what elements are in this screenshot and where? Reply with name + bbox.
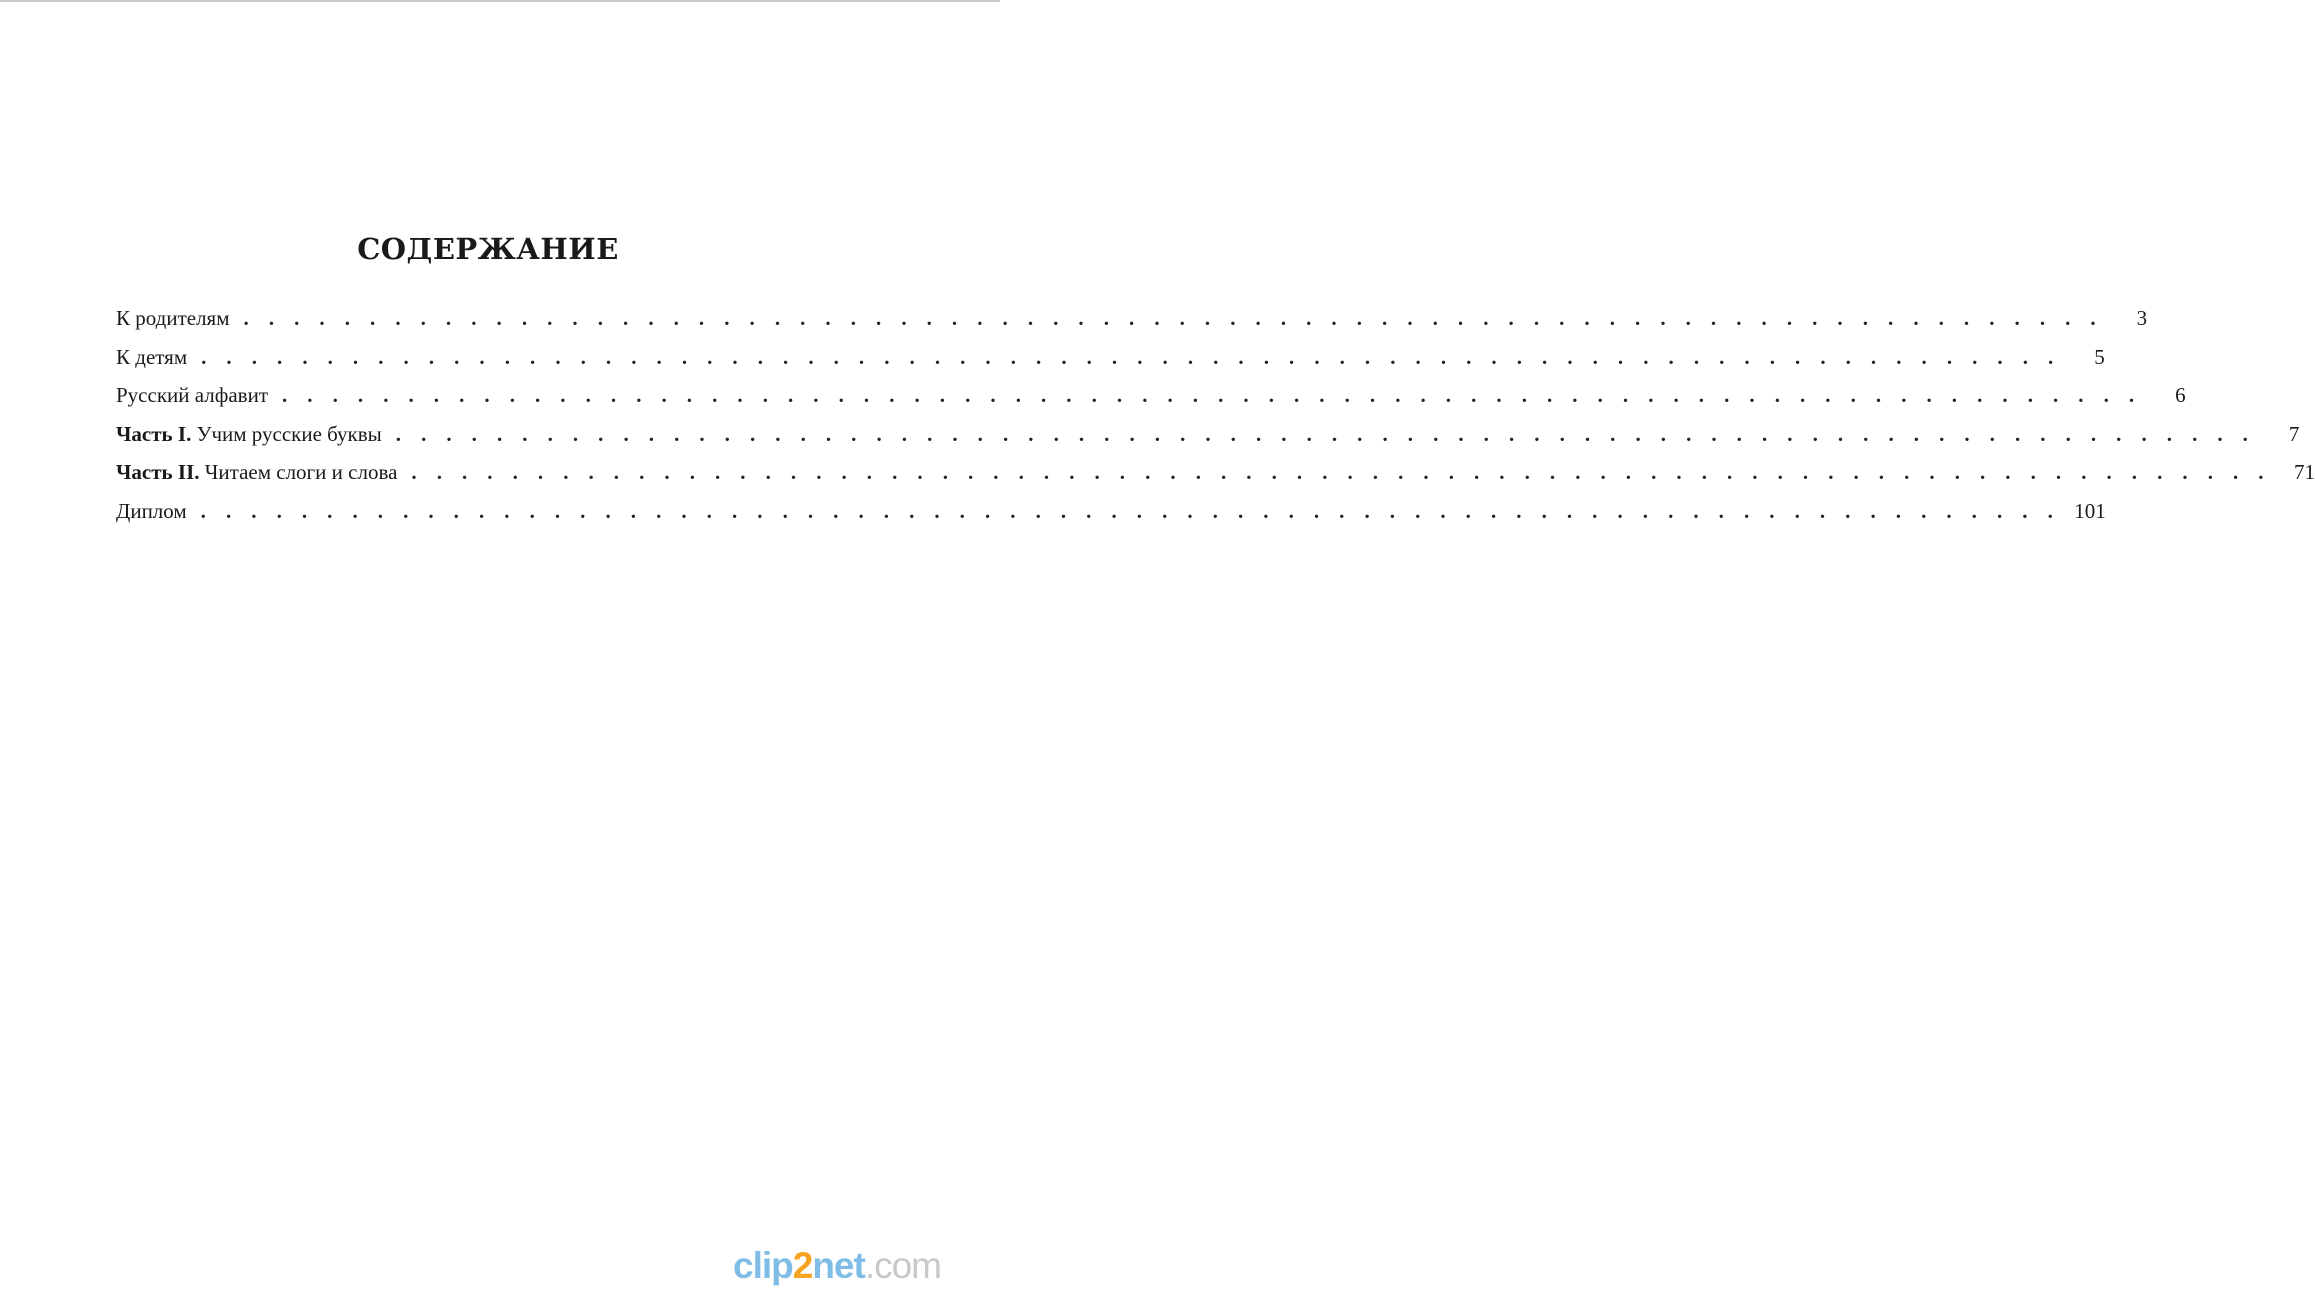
toc-entry-text: К детям (116, 344, 188, 369)
toc-page-number: 5 (2094, 344, 2105, 369)
toc-entry-text: Учим русские буквы (191, 421, 382, 446)
toc-entry-part-2[interactable] (116, 460, 2315, 499)
page-title: СОДЕРЖАНИЕ (357, 232, 619, 266)
toc-page-number: 7 (2288, 421, 2300, 446)
toc-page-number: 6 (2175, 383, 2186, 407)
toc-entry-diploma[interactable] (116, 498, 2106, 538)
dot-leader: . . . . . . . . . . . . . . . . . . . . . . . . . . . . . . . . . . . . . . . . . . . . . . . . . . . . . . . . . . . . . . . . . . . . . . . . . . (200, 498, 2061, 523)
toc-entry-label (116, 345, 187, 370)
watermark-clip: clip (733, 1245, 793, 1286)
toc-page-number: 3 (2136, 306, 2148, 330)
watermark-2: 2 (792, 1245, 813, 1286)
clip2net-watermark (733, 1245, 941, 1287)
page-top-border (0, 0, 1000, 2)
toc-entry-label (116, 422, 382, 447)
toc-page-number: 71 (2293, 460, 2315, 484)
toc-page-number: 101 (2074, 498, 2106, 523)
toc-entry-text: Диплом (116, 498, 187, 523)
toc-entry-label (116, 383, 268, 408)
toc-entry-part-1[interactable] (116, 421, 2300, 461)
toc-entry-prefix: Часть II. (116, 460, 200, 484)
toc-entry-to-parents[interactable] (116, 306, 2148, 345)
toc-entry-text: Русский алфавит (116, 383, 268, 407)
toc-entry-label (116, 499, 187, 524)
toc-entry-prefix: Часть I. (116, 421, 192, 446)
toc-entry-to-children[interactable] (116, 344, 2105, 384)
table-of-contents (116, 306, 2315, 537)
dot-leader: . . . . . . . . . . . . . . . . . . . . . . . . . . . . . . . . . . . . . . . . . . . . . . . . . . . . . . . . . . . . . . . . . . . . . . . . . . (243, 306, 2104, 330)
toc-entry-text: Читаем слоги и слова (199, 460, 398, 484)
watermark-net: net (812, 1245, 865, 1286)
toc-entry-label (116, 306, 230, 331)
dot-leader: . . . . . . . . . . . . . . . . . . . . . . . . . . . . . . . . . . . . . . . . . . . . . . . . . . . . . . . . . . . . . . . . . . . . . . . . . . (411, 460, 2271, 484)
toc-entry-russian-alphabet[interactable] (116, 383, 2186, 422)
dot-leader: . . . . . . . . . . . . . . . . . . . . . . . . . . . . . . . . . . . . . . . . . . . . . . . . . . . . . . . . . . . . . . . . . . . . . . . . . . (282, 383, 2142, 407)
dot-leader: . . . . . . . . . . . . . . . . . . . . . . . . . . . . . . . . . . . . . . . . . . . . . . . . . . . . . . . . . . . . . . . . . . . . . . . . . . (201, 344, 2061, 369)
toc-entry-label (116, 460, 397, 485)
dot-leader: . . . . . . . . . . . . . . . . . . . . . . . . . . . . . . . . . . . . . . . . . . . . . . . . . . . . . . . . . . . . . . . . . . . . . . . . . . (395, 421, 2256, 446)
watermark-com: .com (864, 1245, 942, 1286)
toc-entry-text: К родителям (116, 306, 230, 330)
